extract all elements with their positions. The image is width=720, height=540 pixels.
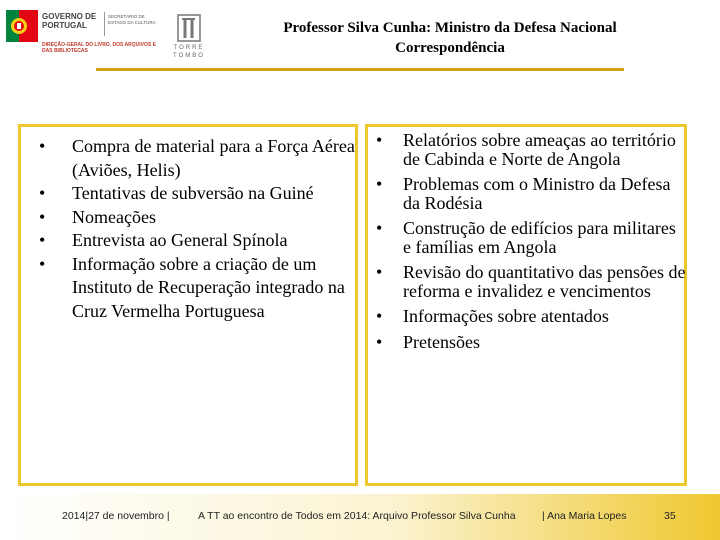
governo-de-portugal-logo (6, 10, 156, 60)
list-item (376, 333, 686, 352)
right-content-box (365, 124, 687, 486)
bullet-icon: • (376, 174, 383, 194)
slide-footer (0, 494, 720, 540)
list-item-text: Relatórios sobre ameaças ao território de Cabinda e Norte de Angola (403, 130, 676, 169)
list-item-text: Tentativas de subversão na Guiné (72, 183, 314, 203)
right-bullet-list (376, 131, 686, 358)
list-item (39, 135, 357, 182)
list-item (376, 131, 686, 168)
portugal-emblem-icon (6, 10, 38, 42)
tt-line1: TORRE (173, 45, 205, 51)
list-item-text: Construção de edifícios para militares e famílias em Angola (403, 218, 676, 257)
gov-department: SECRETÁRIO DE ESTADO DA CULTURA (108, 14, 156, 25)
bullet-icon: • (39, 206, 46, 227)
bullet-icon: • (39, 230, 46, 250)
title-underline (96, 68, 624, 71)
list-item-text: Informação sobre a criação de um Instituto de Recuperação integrado na Cruz Vermelha Portuguesa (72, 253, 345, 321)
left-bullet-list (39, 135, 357, 323)
list-item-text: Nomeações (72, 206, 156, 227)
list-item-text: Pretensões (403, 331, 480, 352)
title-line-2: Correspondência (395, 40, 505, 56)
title-line-1: Professor Silva Cunha: Ministro da Defesa Nacional (283, 20, 617, 36)
list-item (39, 206, 357, 230)
list-item-text: Entrevista ao General Spínola (72, 230, 288, 250)
bullet-icon: • (376, 306, 383, 326)
list-item (39, 182, 357, 206)
bullet-icon: • (39, 183, 46, 203)
list-item-text: Revisão do quantitativo das pensões de reforma e invalidez e vencimentos (403, 262, 686, 301)
list-item (39, 253, 357, 324)
slide-title (230, 18, 670, 58)
torre-do-tombo-logo (168, 14, 210, 60)
footer-author: | Ana Maria Lopes (542, 510, 627, 522)
torre-tombo-icon (168, 14, 210, 44)
bullet-icon: • (376, 262, 383, 282)
footer-date: 2014|27 de novembro | (62, 510, 170, 522)
list-item-text: Problemas com o Ministro da Defesa da Rodésia (403, 174, 671, 213)
list-item (39, 229, 357, 253)
dglab-name: DIREÇÃO-GERAL DO LIVRO, DOS ARQUIVOS E DAS BIBLIOTECAS (42, 42, 156, 54)
tt-line2: TOMBO (173, 53, 205, 59)
list-item-text: Compra de material para a Força Aérea (Aviões, Helis) (72, 136, 355, 180)
bullet-icon: • (376, 218, 383, 238)
bullet-icon: • (376, 130, 383, 150)
list-item (376, 175, 686, 212)
torre-tombo-text (168, 44, 210, 60)
bullet-icon: • (376, 331, 383, 352)
list-item-text: Informações sobre atentados (403, 306, 609, 326)
left-content-box (18, 124, 358, 486)
list-item (376, 307, 686, 326)
footer-event: A TT ao encontro de Todos em 2014: Arquivo Professor Silva Cunha (198, 510, 516, 522)
logo-separator (104, 12, 105, 36)
governo-name: GOVERNO DE PORTUGAL (42, 12, 97, 30)
list-item (376, 263, 686, 300)
bullet-icon: • (39, 253, 46, 274)
slide-header (0, 0, 720, 80)
page-number: 35 (664, 510, 676, 522)
list-item (376, 219, 686, 256)
bullet-icon: • (39, 136, 46, 156)
